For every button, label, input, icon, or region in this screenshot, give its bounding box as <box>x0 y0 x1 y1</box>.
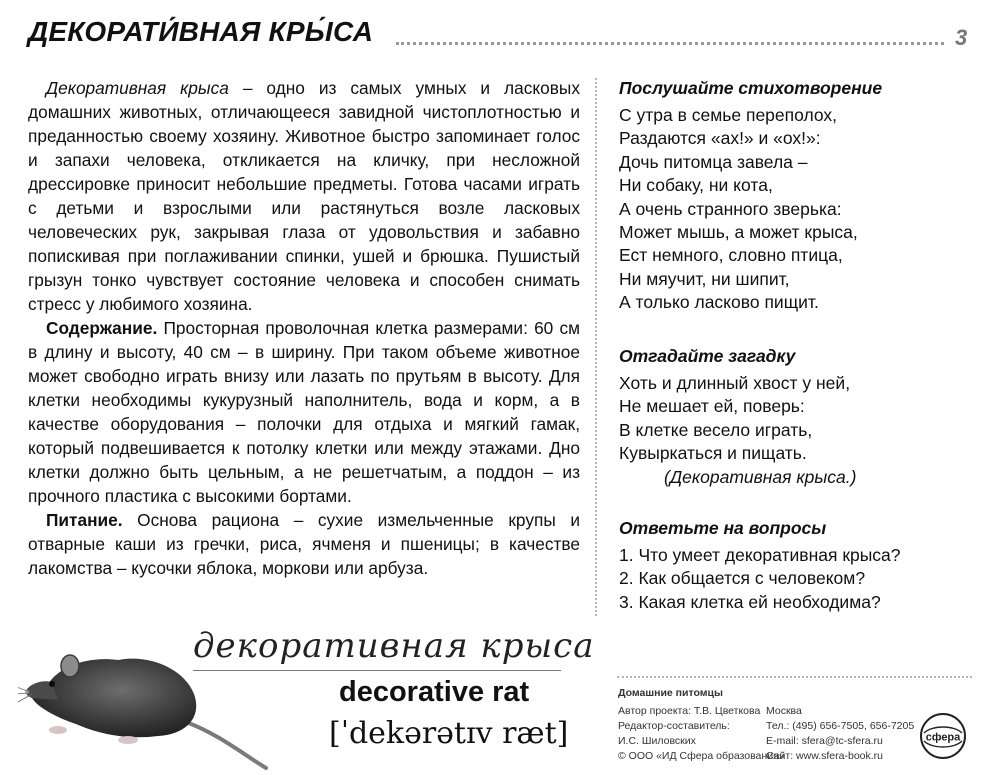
content-paragraph <box>28 316 580 508</box>
poem-lines <box>619 104 882 315</box>
column-divider <box>595 78 597 616</box>
credits-row <box>618 749 914 764</box>
poem-line: А очень странного зверька: <box>619 198 842 219</box>
credits-right: E-mail: sfera@tc-sfera.ru <box>766 735 883 747</box>
credits-row <box>618 704 914 719</box>
credits-right: Тел.: (495) 656-7505, 656-7205 <box>766 720 915 732</box>
riddle-lines <box>619 372 856 489</box>
credits-left: © ООО «ИД Сфера образования» <box>618 750 785 762</box>
riddle-answer: (Декоративная крыса.) <box>664 466 857 487</box>
script-word: декоративная крыса <box>193 626 595 666</box>
poem-line: Ни собаку, ни кота, <box>619 175 773 196</box>
riddle-line: В клетке весело играть, <box>619 419 813 440</box>
riddle-line: Не мешает ей, поверь: <box>619 396 805 417</box>
intro-paragraph <box>28 76 580 316</box>
riddle-heading: Отгадайте загадку <box>619 346 796 366</box>
intro-lead: Декоративная крыса <box>46 78 229 98</box>
content-body: Просторная проволочная клетка размерами: 60 см в длину и высоту, 40 см – в ширину. При таком объеме животное может свободно играть внизу или лазать по прутьям в высоту. Для клетки необходимы кукурузный наполнитель, вода и корм, а в качестве оборудования – полочки для отдыха и мягкий гамак, который подвешивается к потолку клетки или между этажами. Дно клетки должно быть цельным, а не решетчатым, а поддон – из прочного пластика с высокими бортами. <box>28 318 580 506</box>
credits-right: Москва <box>766 705 802 717</box>
credits-left: И.С. Шиловских <box>618 735 696 747</box>
title-dotted-leader <box>396 42 944 45</box>
credits-row <box>618 719 914 734</box>
poem-line: Дочь питомца завела – <box>619 151 808 172</box>
credits-left: Автор проекта: Т.В. Цветкова <box>618 705 761 717</box>
food-body: Основа рациона – сухие измельченные крупы и отварные каши из гречки, риса, ячменя и пшеницы; в качестве лакомства – кусочки яблока, моркови или арбуза. <box>28 510 580 578</box>
riddle-line: Хоть и длинный хвост у ней, <box>619 373 851 393</box>
riddle-line: Кувыркаться и пищать. <box>619 443 807 464</box>
food-paragraph <box>28 508 580 580</box>
poem-line: Ни мяучит, ни шипит, <box>619 268 790 289</box>
series-name: Домашние питомцы <box>618 687 723 699</box>
content-label: Содержание. <box>46 318 158 338</box>
poem-block <box>619 76 882 315</box>
questions-block <box>619 516 901 614</box>
transcription: [ˈdekərətɪv ræt] <box>329 716 569 751</box>
poem-line: С утра в семье переполох, <box>619 105 838 125</box>
poem-line: Раздаются «ах!» и «ох!»: <box>619 128 821 149</box>
script-baseline <box>193 670 561 671</box>
credits <box>618 686 914 764</box>
food-label: Питание. <box>46 510 123 530</box>
intro-body: – одно из самых умных и ласковых домашних животных, отличающееся завидной чистоплотностью и преданностью своему хозяину. Животное быстро запоминает голос и запахи человека, откликается на кличку, при несложной дрессировке приносит небольшие предметы. Готова часами играть с детьми и взрослыми или растянуться возле ласковых человеческих рук, закрывая глаза от удовольствия и забавно попискивая при поглаживании спинки, ушей и брюшка. Пушистый грызун тонко чувствует состояние человека и способен снимать стресс у любимого хозяина. <box>28 78 580 314</box>
credits-row <box>618 734 914 749</box>
question-item: 2. Как общается с человеком? <box>619 568 866 589</box>
question-item: 1. Что умеет декоративная крыса? <box>619 545 901 565</box>
poem-line: Может мышь, а может крыса, <box>619 222 858 243</box>
publisher-logo <box>918 711 968 761</box>
english-word: decorative rat <box>339 676 530 708</box>
riddle-block <box>619 344 856 489</box>
question-item: 3. Какая клетка ей необходима? <box>619 591 881 612</box>
credits-left: Редактор-составитель: <box>618 720 730 732</box>
questions-heading: Ответьте на вопросы <box>619 518 827 538</box>
poem-heading: Послушайте стихотворение <box>619 78 883 98</box>
page-title: ДЕКОРАТИ́ВНАЯ КРЫ́СА <box>28 16 374 47</box>
poem-line: А только ласково пищит. <box>619 292 819 313</box>
poem-line: Ест немного, словно птица, <box>619 245 843 266</box>
questions-list <box>619 544 901 614</box>
footer-divider <box>617 676 972 678</box>
credits-right: Сайт: www.sfera-book.ru <box>766 750 883 762</box>
description-text <box>28 76 580 580</box>
page-number: 3 <box>955 25 968 50</box>
logo-text: сфера <box>925 731 961 744</box>
